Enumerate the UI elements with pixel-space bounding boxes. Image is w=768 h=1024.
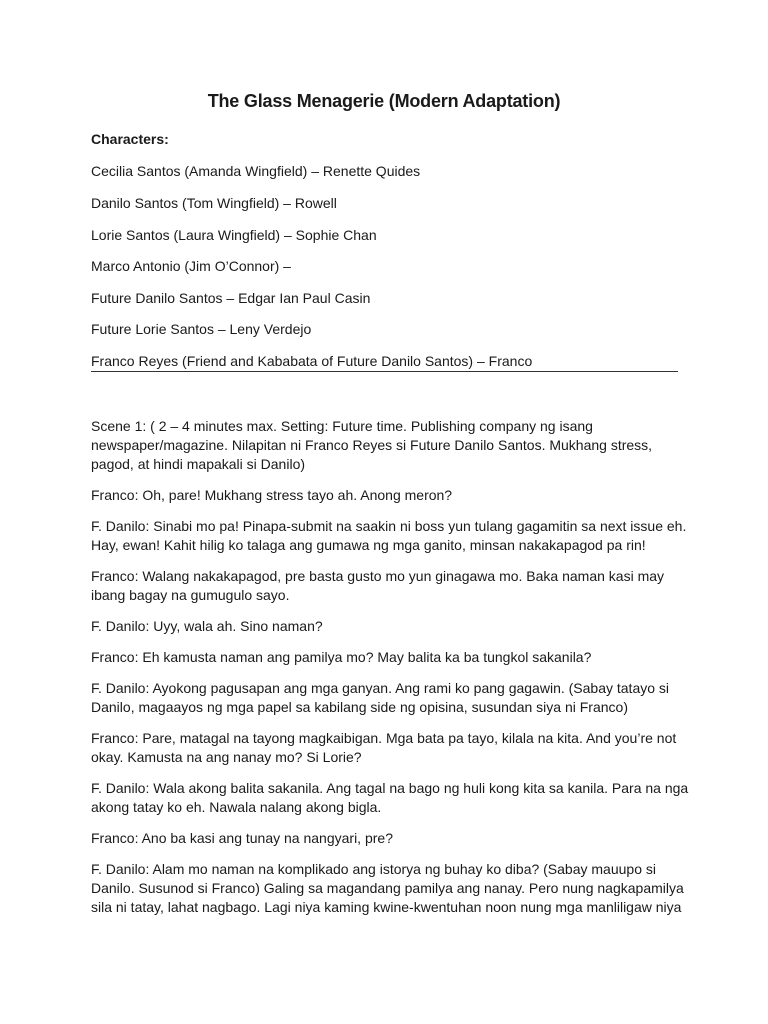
dialogue-line: Franco: Oh, pare! Mukhang stress tayo ah. Anong meron?: [91, 487, 453, 503]
character-line: Cecilia Santos (Amanda Wingfield) – Renette Quides: [91, 163, 421, 179]
dialogue-line: Franco: Walang nakakapagod, pre basta gusto mo yun ginagawa mo. Baka naman kasi may ibang bagay na gumugulo sayo.: [91, 568, 665, 603]
character-line: Future Danilo Santos – Edgar Ian Paul Casin: [91, 290, 371, 306]
characters-heading: Characters:: [91, 131, 169, 147]
dialogue-line: F. Danilo: Wala akong balita sakanila. Ang tagal na bago ng huli kong kita sa kanila. Para na nga akong tatay ko eh. Nawala nalang akong bigla.: [91, 780, 689, 815]
dialogue-line: F. Danilo: Uyy, wala ah. Sino naman?: [91, 618, 323, 634]
character-line: Lorie Santos (Laura Wingfield) – Sophie Chan: [91, 227, 377, 243]
dialogue-line: Franco: Ano ba kasi ang tunay na nangyari, pre?: [91, 830, 393, 846]
character-line: Danilo Santos (Tom Wingfield) – Rowell: [91, 195, 337, 211]
character-line: Franco Reyes (Friend and Kababata of Future Danilo Santos) – Franco: [91, 353, 533, 369]
dialogue-line: Franco: Eh kamusta naman ang pamilya mo? May balita ka ba tungkol sakanila?: [91, 649, 592, 665]
dialogue-line: F. Danilo: Sinabi mo pa! Pinapa-submit na saakin ni boss yun tulang gagamitin sa next issue eh. Hay, ewan! Kahit hilig ko talaga ang gumawa ng mga ganito, minsan nakakapagod pa rin!: [91, 518, 687, 553]
section-divider: [91, 371, 678, 372]
character-line: Marco Antonio (Jim O’Connor) –: [91, 258, 291, 274]
script-body: [91, 417, 691, 929]
dialogue-line: F. Danilo: Alam mo naman na komplikado ang istorya ng buhay ko diba? (Sabay mauupo si Danilo. Susunod si Franco) Galing sa magandang pamilya ang nanay. Pero nung nagkapamilya sila ni tatay, lahat nagbago. Lagi niya kaming kwine-kwentuhan noon nung mga manliligaw niya: [91, 861, 684, 915]
scene-direction: Scene 1: ( 2 – 4 minutes max. Setting: Future time. Publishing company ng isang newspaper/magazine. Nilapitan ni Franco Reyes si Future Danilo Santos. Mukhang stress, pagod, at hindi mapakali si Danilo): [91, 418, 653, 472]
dialogue-line: Franco: Pare, matagal na tayong magkaibigan. Mga bata pa tayo, kilala na kita. And you’re not okay. Kamusta na ang nanay mo? Si Lorie?: [91, 730, 677, 765]
character-line: Future Lorie Santos – Leny Verdejo: [91, 321, 312, 337]
document-title: The Glass Menagerie (Modern Adaptation): [207, 91, 561, 111]
dialogue-line: F. Danilo: Ayokong pagusapan ang mga ganyan. Ang rami ko pang gagawin. (Sabay tatayo si Danilo, magaayos ng mga papel sa kabilang side ng opisina, susundan siya ni Franco): [91, 680, 670, 715]
